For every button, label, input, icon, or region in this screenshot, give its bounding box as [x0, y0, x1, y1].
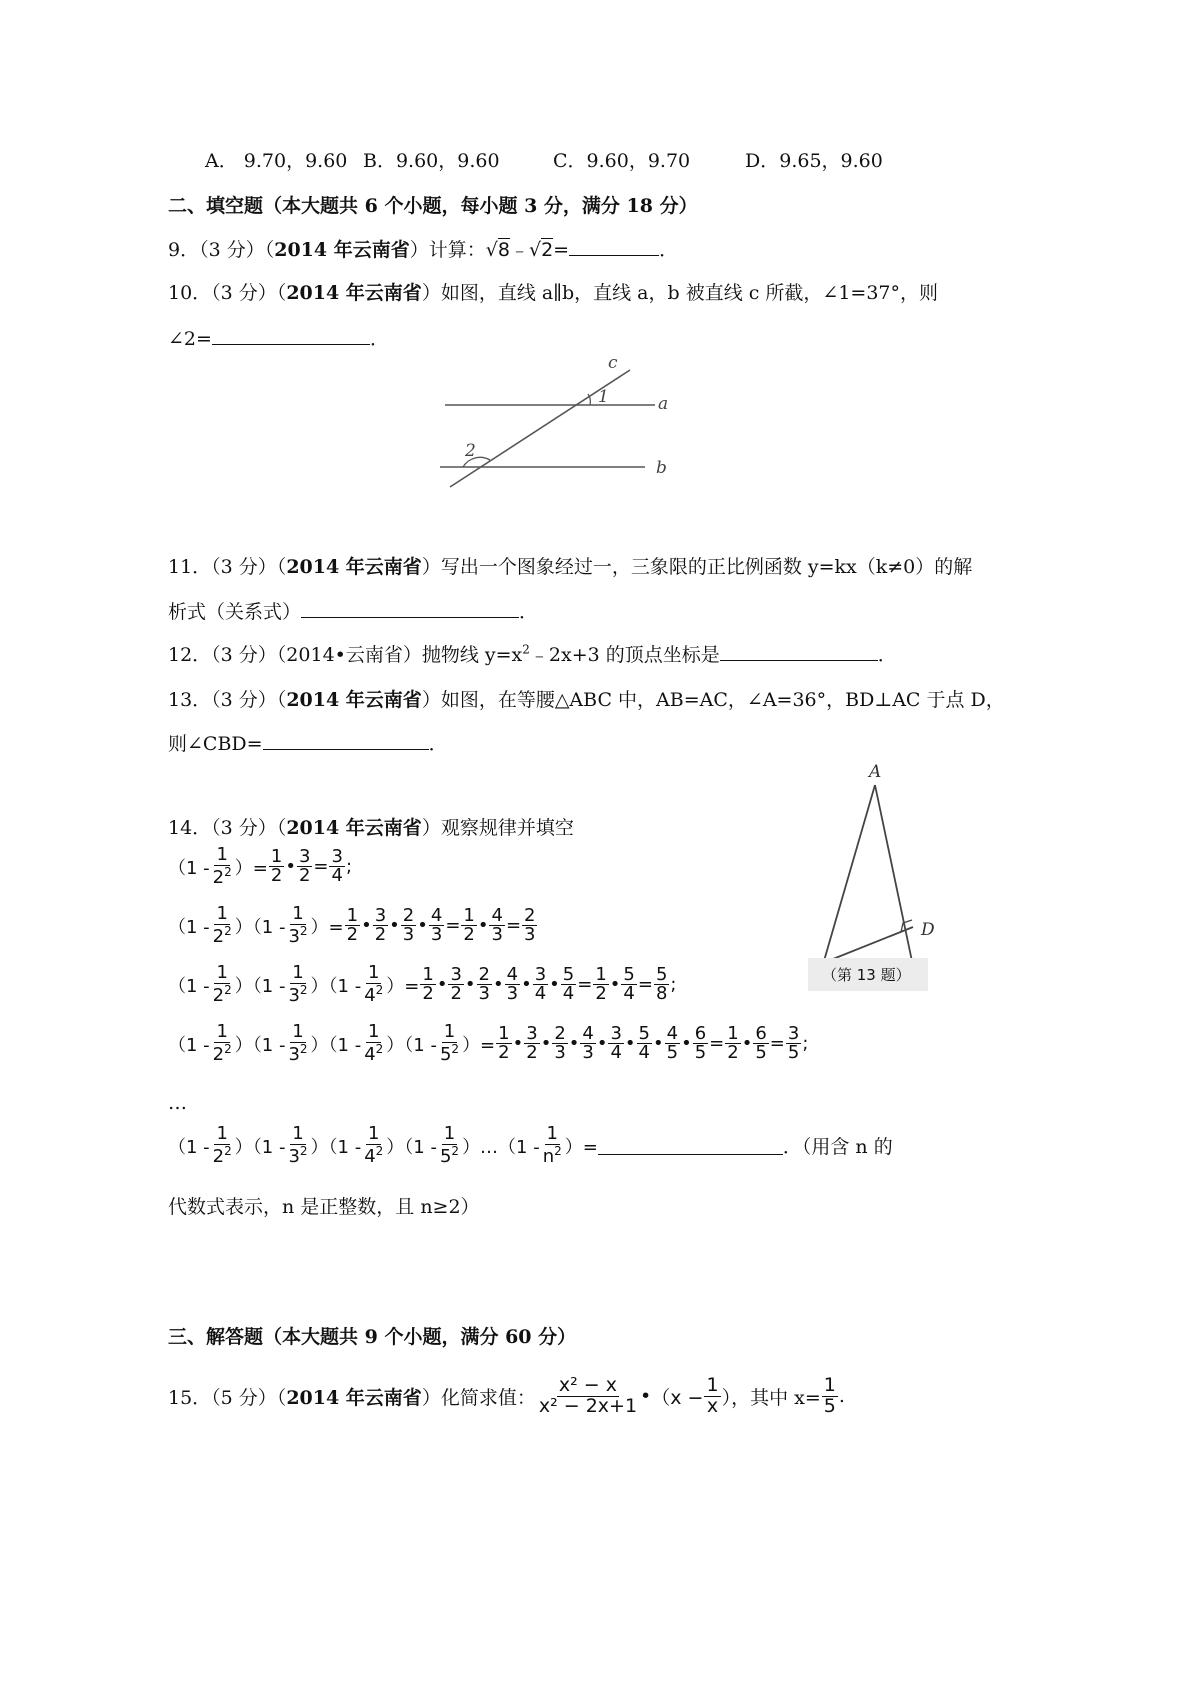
q9-source: 2014 年云南省 [274, 239, 410, 261]
side-ac [875, 785, 917, 985]
label-2: 2 [465, 441, 476, 461]
label-a: a [658, 394, 669, 414]
answer-blank[interactable] [212, 326, 370, 345]
label-A: A [869, 762, 882, 782]
formula-row-3: （1 - $\frac{1}{2^2}$ ）（1 - $\frac{1}{3^2}$ ）（1 - $\frac{1}{4^2}$ ）= $\frac{1}{2}$ • $\frac{3}{2}$ • $\frac{2}{3}$ • $\frac{4}{3}$ • $\frac{3}{4}$ • $\frac{5}{4}$ = $\frac{1}{2}$ • $\frac{5}{4}$ = $\frac{5}{8}$ ; [168, 962, 677, 1006]
q9-mid: ）计算： [409, 239, 486, 261]
q12-text2: ﹣2x+3 的顶点坐标是 [529, 644, 720, 666]
q9-prefix: 9．（3 分）（ [168, 239, 275, 261]
label-c: c [608, 353, 618, 373]
q13-source: 2014 年云南省 [286, 689, 422, 711]
q9-minus: ﹣ [509, 239, 529, 261]
answer-blank[interactable] [263, 731, 429, 750]
x-value-fraction [822, 1376, 838, 1417]
question-12 [168, 640, 897, 667]
main-fraction-den: x² − 2x+1 [538, 1394, 638, 1417]
option-b: B．9.60，9.60 [363, 150, 500, 172]
one-over-x-num: 1 [706, 1374, 719, 1396]
q13-line1: ）如图，在等腰△ABC 中，AB=AC，∠A=36°，BD⊥AC 于点 D， [421, 689, 1005, 711]
label-b: b [656, 458, 667, 478]
main-fraction-num: x² − x [558, 1374, 617, 1396]
answer-blank[interactable] [720, 642, 878, 661]
answer-blank[interactable] [301, 599, 519, 618]
formula-row-1: （1 - $\frac{1}{2^2}$ ）= $\frac{1}{2}$ • $\frac{3}{2}$ = $\frac{3}{4}$ ; [168, 844, 353, 888]
question-11 [168, 552, 972, 579]
q10-source: 2014 年云南省 [286, 282, 422, 304]
q11-line2-start: 析式（关系式） [168, 601, 302, 623]
q11-line1: ）写出一个图象经过一，三象限的正比例函数 y=kx（k≠0）的解 [421, 556, 973, 578]
q13-line2-end: ． [428, 733, 448, 755]
question-15 [168, 1376, 845, 1417]
q9-equals: = [553, 239, 570, 261]
q14-mid: ）观察规律并填空 [421, 817, 574, 839]
q10-line2-end: ． [369, 328, 389, 350]
label-D: D [921, 920, 935, 940]
section-3-title: 三、解答题（本大题共 9 个小题，满分 60 分） [168, 1326, 577, 1348]
question-10-line2 [168, 324, 389, 351]
q9-end: ． [659, 239, 679, 261]
question-9 [168, 235, 678, 262]
q14-prefix: 14．（3 分）（ [168, 817, 287, 839]
q11-line2-end: ． [519, 601, 539, 623]
option-d: D．9.65，9.60 [745, 150, 883, 172]
answer-blank[interactable] [598, 1136, 783, 1155]
q11-prefix: 11．（3 分）（ [168, 556, 287, 578]
q14-source: 2014 年云南省 [286, 817, 422, 839]
question-10 [168, 278, 938, 305]
x-value-num: 1 [823, 1374, 836, 1396]
ellipsis: … [168, 1092, 187, 1114]
sqrt-2-radicand: 2 [541, 239, 554, 261]
label-1: 1 [598, 387, 609, 407]
parallel-lines-figure [430, 350, 690, 500]
q10-line1: ）如图，直线 a∥b，直线 a，b 被直线 c 所截，∠1=37°，则 [421, 282, 939, 304]
option-c: C．9.60，9.70 [553, 150, 691, 172]
q15-end: . [838, 1385, 845, 1408]
q15-paren-close: ），其中 x= [721, 1386, 821, 1409]
question-11-line2 [168, 597, 538, 624]
formula-row-4: （1 - $\frac{1}{2^2}$ ）（1 - $\frac{1}{3^2}$ ）（1 - $\frac{1}{4^2}$ ）（1 - $\frac{1}{5^2}$ ）= $\frac{1}{2}$ • $\frac{3}{2}$ • $\frac{2}{3}$ • $\frac{4}{3}$ • $\frac{3}{4}$ • $\frac{5}{4}$ • $\frac{4}{5}$ • $\frac{6}{5}$ = $\frac{1}{2}$ • $\frac{6}{5}$ = $\frac{3}{5}$ ; [168, 1021, 809, 1065]
sqrt-8: √8 [485, 239, 510, 261]
q15-paren-open: （x − [651, 1386, 704, 1409]
q15-source: 2014 年云南省 [286, 1386, 422, 1409]
question-13 [168, 685, 1005, 712]
main-fraction [537, 1376, 639, 1417]
q10-prefix: 10．（3 分）（ [168, 282, 287, 304]
one-over-x [704, 1376, 720, 1417]
formula-row-2: （1 - $\frac{1}{2^2}$ ）（1 - $\frac{1}{3^2}$ ）= $\frac{1}{2}$ • $\frac{3}{2}$ • $\frac{2}{3}$ • $\frac{4}{3}$ = $\frac{1}{2}$ • $\frac{4}{3}$ = $\frac{2}{3}$ [168, 903, 536, 947]
section-2-title: 二、填空题（本大题共 6 个小题，每小题 3 分，满分 18 分） [168, 195, 698, 217]
figure-13-caption: （第 13 题） [808, 958, 928, 991]
q15-dot: • [640, 1385, 652, 1408]
answer-blank[interactable] [569, 237, 659, 256]
q14-final-end: ．（用含 n 的 [782, 1136, 893, 1159]
formula-row-final: （1 - $\frac{1}{2^2}$ ）（1 - $\frac{1}{3^2}$ ）（1 - $\frac{1}{4^2}$ ）（1 - $\frac{1}{5^2}$ ）…（1 - $\frac{1}{n^2}$ ）= ．（用含 n 的 [168, 1123, 893, 1167]
q15-mid: ）化简求值： [421, 1386, 536, 1409]
question-14 [168, 813, 574, 840]
q14-last-line: 代数式表示，n 是正整数，且 n≥2） [168, 1196, 480, 1218]
q15-prefix: 15．（5 分）（ [168, 1386, 287, 1409]
q13-prefix: 13．（3 分）（ [168, 689, 287, 711]
q12-sup: 2 [522, 642, 530, 657]
sqrt-2: √2 [528, 239, 554, 261]
one-over-x-den: x [706, 1394, 719, 1417]
q12-text: 12．（3 分）（2014•云南省）抛物线 y=x [168, 644, 523, 666]
q11-source: 2014 年云南省 [286, 556, 422, 578]
q13-line2-start: 则∠CBD= [168, 733, 263, 755]
x-value-den: 5 [823, 1394, 836, 1417]
option-a: A． 9.70，9.60 [205, 150, 348, 172]
side-ab [817, 785, 875, 985]
q10-line2-start: ∠2= [168, 328, 212, 350]
q12-end: ． [877, 644, 897, 666]
sqrt-8-radicand: 8 [497, 239, 510, 261]
question-13-line2 [168, 729, 448, 756]
